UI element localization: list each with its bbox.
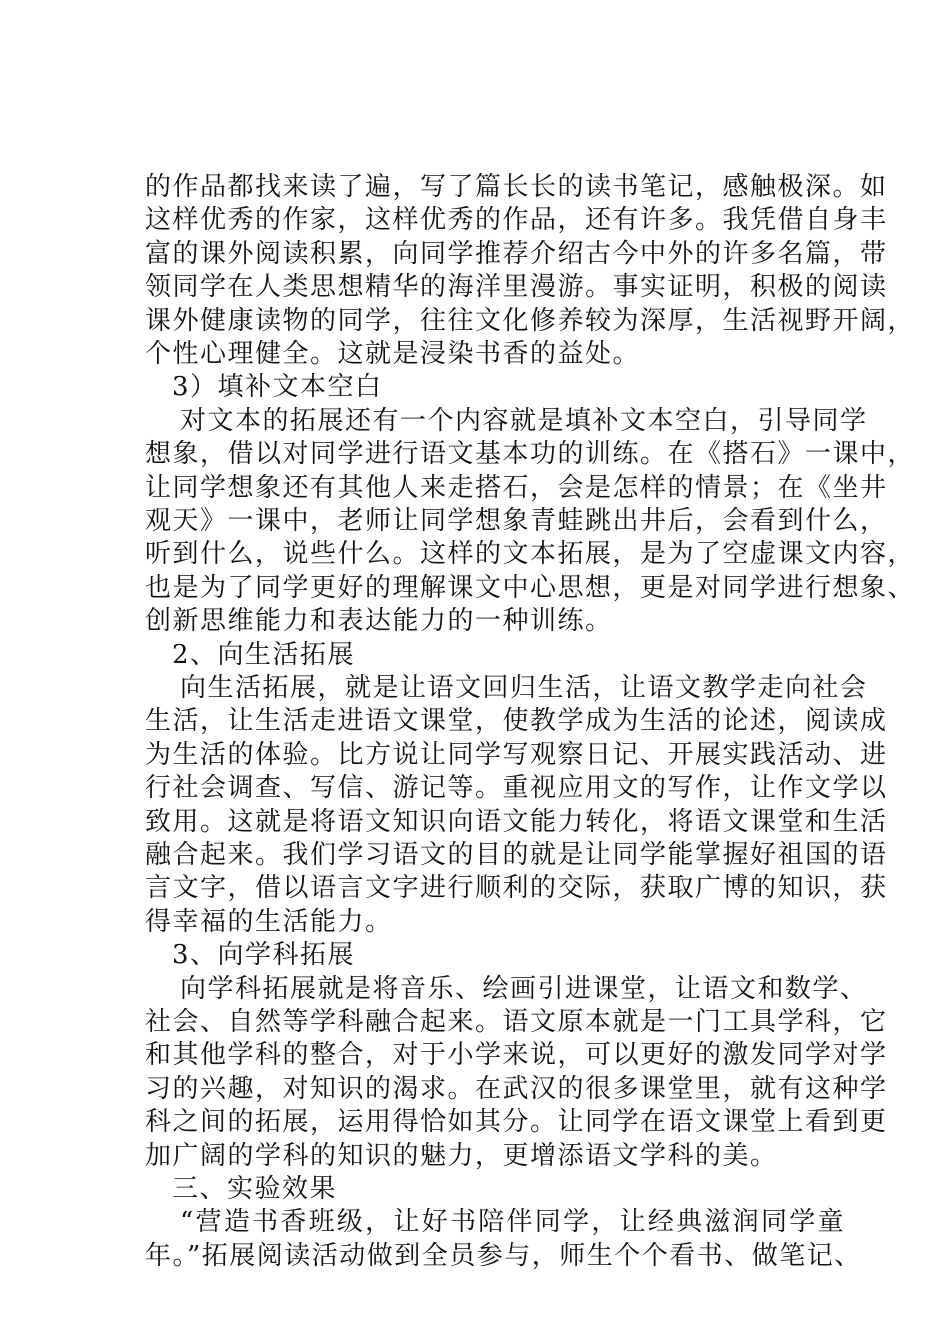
section-heading: 3）填补文本空白: [172, 372, 383, 402]
text-line: 融合起来。我们学习语文的目的就是让同学能掌握好祖国的语: [145, 840, 888, 870]
section-heading: 2、向生活拓展: [172, 640, 356, 670]
text-line: 听到什么，说些什么。这样的文本拓展，是为了空虚课文内容，: [145, 539, 916, 569]
text-line: 个性心理健全。这就是浸染书香的益处。: [145, 339, 641, 369]
text-line: 为生活的体验。比方说让同学写观察日记、开展实践活动、进: [145, 740, 888, 770]
text-line: 创新思维能力和表达能力的一种训练。: [145, 606, 613, 636]
text-line: 行社会调查、写信、游记等。重视应用文的写作，让作文学以: [145, 773, 888, 803]
section-heading: 三、实验效果: [172, 1174, 338, 1204]
text-line: 和其他学科的整合，对于小学来说，可以更好的激发同学对学: [145, 1040, 888, 1070]
text-line: “营造书香班级，让好书陪伴同学，让经典滋润同学童: [180, 1207, 845, 1237]
text-line: 的作品都找来读了遍，写了篇长长的读书笔记，感触极深。如: [145, 172, 888, 202]
text-line: 向学科拓展就是将音乐、绘画引进课堂，让语文和数学、: [180, 974, 868, 1004]
text-line: 观天》一课中，老师让同学想象青蛙跳出井后，会看到什么，: [145, 506, 888, 536]
text-line: 生活，让生活走进语文课堂，使教学成为生活的论述，阅读成: [145, 706, 888, 736]
text-line: 富的课外阅读积累，向同学推荐介绍古今中外的许多名篇，带: [145, 239, 888, 269]
text-line: 领同学在人类思想精华的海洋里漫游。事实证明，积极的阅读: [145, 272, 888, 302]
text-line: 加广阔的学科的知识的魅力，更增添语文学科的美。: [145, 1141, 778, 1171]
text-line: 课外健康读物的同学，往往文化修养较为深厚，生活视野开阔，: [145, 306, 916, 336]
text-line: 也是为了同学更好的理解课文中心思想，更是对同学进行想象、: [145, 573, 916, 603]
text-line: 想象，借以对同学进行语文基本功的训练。在《搭石》一课中，: [145, 439, 916, 469]
text-line: 科之间的拓展，运用得恰如其分。让同学在语文课堂上看到更: [145, 1107, 888, 1137]
text-line: 致用。这就是将语文知识向语文能力转化，将语文课堂和生活: [145, 807, 888, 837]
text-line: 习的兴趣，对知识的渴求。在武汉的很多课堂里，就有这种学: [145, 1074, 888, 1104]
text-line: 言文字，借以语言文字进行顺利的交际，获取广博的知识，获: [145, 873, 888, 903]
text-line: 对文本的拓展还有一个内容就是填补文本空白，引导同学: [180, 406, 868, 436]
text-line: 社会、自然等学科融合起来。语文原本就是一门工具学科，它: [145, 1007, 888, 1037]
text-line: 年。”拓展阅读活动做到全员参与，师生个个看书、做笔记、: [145, 1241, 862, 1271]
text-line: 向生活拓展，就是让语文回归生活，让语文教学走向社会: [180, 673, 868, 703]
text-line: 这样优秀的作家，这样优秀的作品，还有许多。我凭借自身丰: [145, 205, 888, 235]
text-line: 让同学想象还有其他人来走搭石，会是怎样的情景；在《坐井: [145, 473, 888, 503]
section-heading: 3、向学科拓展: [172, 940, 356, 970]
text-line: 得幸福的生活能力。: [145, 907, 393, 937]
